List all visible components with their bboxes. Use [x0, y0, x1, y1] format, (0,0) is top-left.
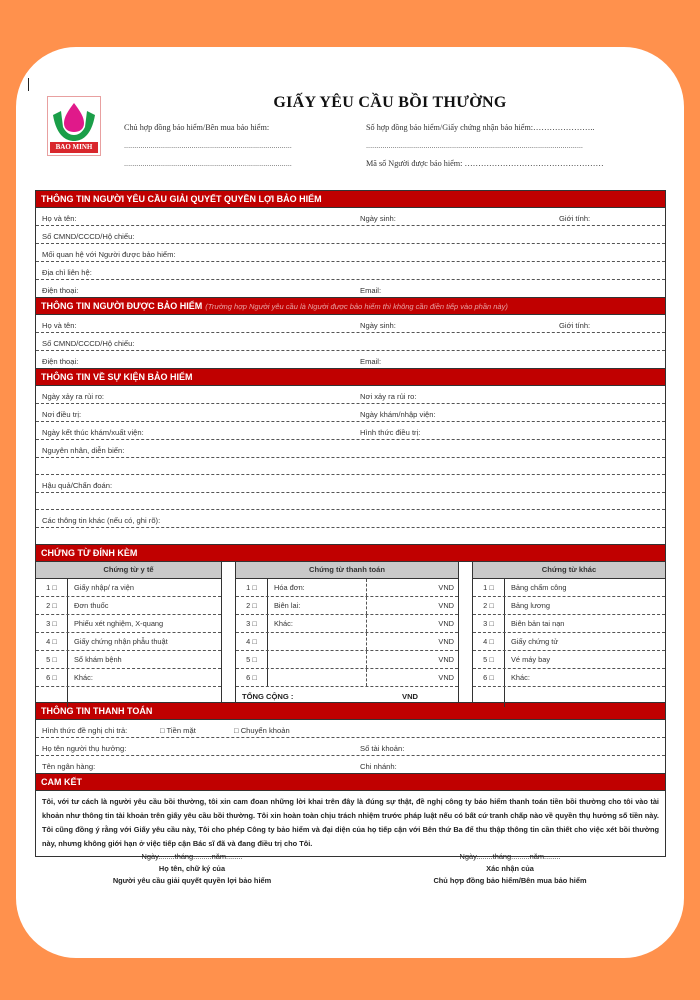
- checkbox-icon[interactable]: □: [52, 655, 57, 664]
- account-number-label: Số tài khoản:: [360, 744, 405, 753]
- beneficiary-label: Họ tên người thụ hưởng:: [42, 744, 127, 753]
- event-treatment-row[interactable]: [36, 404, 665, 422]
- policy-number-label[interactable]: Số hợp đồng bảo hiểm/Giấy chứng nhận bảo hiểm:…………………..: [366, 123, 595, 132]
- payment-doc-row[interactable]: 6 □ VND: [236, 669, 458, 687]
- other-doc-row[interactable]: 3 □ Biên bản tai nạn: [473, 615, 665, 633]
- other-doc-row[interactable]: 5 □ Vé máy bay: [473, 651, 665, 669]
- bank-name-label: Tên ngân hàng:: [42, 762, 96, 771]
- medical-doc-row[interactable]: 3 □ Phiếu xét nghiệm, X-quang: [36, 615, 221, 633]
- checkbox-icon[interactable]: □: [52, 637, 57, 646]
- section-claimant-title: THÔNG TIN NGƯỜI YÊU CẦU GIẢI QUYẾT QUYỀN LỢI BẢO HIỂM: [36, 191, 665, 208]
- checkbox-icon[interactable]: □: [489, 637, 494, 646]
- discharge-date-label: Ngày kết thúc khám/xuất viện:: [42, 428, 144, 437]
- claimant-address-label: Địa chỉ liên hệ:: [42, 268, 92, 277]
- checkbox-icon[interactable]: □: [489, 619, 494, 628]
- section-payment-title: THÔNG TIN THANH TOÁN: [36, 703, 665, 720]
- event-discharge-row[interactable]: [36, 422, 665, 440]
- total-currency: VND: [402, 692, 419, 701]
- insured-email-label: Email:: [360, 357, 382, 366]
- claimant-signature-block: [62, 851, 322, 887]
- policyholder-signature-block: [380, 851, 640, 887]
- checkbox-icon[interactable]: □: [252, 583, 257, 592]
- payment-doc-row[interactable]: 4 □ VND: [236, 633, 458, 651]
- checkbox-icon[interactable]: □: [52, 601, 57, 610]
- payment-amount-field[interactable]: VND: [366, 615, 458, 632]
- checkbox-icon[interactable]: □: [52, 673, 57, 682]
- checkbox-icon[interactable]: □: [489, 655, 494, 664]
- payment-doc-label: [268, 633, 366, 650]
- risk-date-label: Ngày xảy ra rủi ro:: [42, 392, 105, 401]
- admission-date-label: Ngày khám/nhập viện:: [360, 410, 436, 419]
- claimant-gender-label: Giới tính:: [559, 214, 591, 223]
- checkbox-icon[interactable]: □: [52, 619, 57, 628]
- medical-doc-label: Phiếu xét nghiệm, X-quang: [74, 619, 164, 628]
- checkbox-icon[interactable]: □: [252, 619, 257, 628]
- medical-doc-label: Đơn thuốc: [74, 601, 109, 610]
- branch-label: Chi nhánh:: [360, 762, 397, 771]
- policyholder-signature-line1: Xác nhận của: [486, 864, 534, 873]
- other-doc-row[interactable]: 1 □ Bảng chấm công: [473, 579, 665, 597]
- claim-form: [35, 190, 666, 857]
- payment-method-label: Hình thức đề nghị chi trả:: [42, 726, 128, 735]
- checkbox-icon[interactable]: □: [489, 601, 494, 610]
- claimant-email-label: Email:: [360, 286, 382, 295]
- payment-amount-field[interactable]: VND: [366, 633, 458, 650]
- medical-doc-label: Giấy chứng nhận phẫu thuật: [74, 637, 168, 646]
- treatment-type-label: Hình thức điều trị:: [360, 428, 421, 437]
- medical-doc-row[interactable]: 1 □ Giấy nhập/ ra viện: [36, 579, 221, 597]
- other-docs-header: Chứng từ khác: [473, 562, 665, 579]
- payment-doc-row[interactable]: 1 □ Hóa đơn: VND: [236, 579, 458, 597]
- column-divider: [458, 562, 473, 702]
- other-info-label: Các thông tin khác (nếu có, ghi rõ):: [42, 516, 161, 525]
- checkbox-icon[interactable]: □: [252, 601, 257, 610]
- payment-doc-label: Hóa đơn:: [274, 583, 305, 592]
- payment-doc-label: Biên lai:: [274, 601, 301, 610]
- bao-minh-logo: [47, 96, 101, 156]
- claimant-id-label: Số CMND/CCCD/Hộ chiếu:: [42, 232, 135, 241]
- checkbox-icon[interactable]: □: [252, 637, 257, 646]
- checkbox-icon[interactable]: □: [489, 583, 494, 592]
- insured-dob-label: Ngày sinh:: [360, 321, 396, 330]
- payment-doc-label: Khác:: [274, 619, 293, 628]
- policy-number-field[interactable]: ..........................................................................................................: [366, 141, 583, 150]
- claimant-signature-line2: Người yêu cầu giải quyết quyền lợi bảo hiểm: [112, 876, 272, 885]
- other-doc-label: Giấy chứng tử: [511, 637, 559, 646]
- medical-doc-row[interactable]: 4 □ Giấy chứng nhận phẫu thuật: [36, 633, 221, 651]
- payment-amount-field[interactable]: VND: [366, 597, 458, 614]
- other-docs-column: [473, 562, 665, 702]
- claimant-relation-row[interactable]: [36, 244, 665, 262]
- text-cursor: [28, 78, 29, 91]
- transfer-option-checkbox[interactable]: □ Chuyển khoản: [234, 726, 290, 735]
- claimant-name-label: Họ và tên:: [42, 214, 77, 223]
- claimant-relation-label: Mối quan hệ với Người được bảo hiểm:: [42, 250, 176, 259]
- checkbox-icon[interactable]: □: [52, 583, 57, 592]
- payment-doc-row[interactable]: 3 □ Khác: VND: [236, 615, 458, 633]
- payment-doc-row[interactable]: 2 □ Biên lai: VND: [236, 597, 458, 615]
- insured-name-label: Họ và tên:: [42, 321, 77, 330]
- commitment-text: Tôi, với tư cách là người yêu cầu bồi thường, tôi xin cam đoan những lời khai trên đây là đúng sự thật, đề nghị công ty bảo hiểm thanh toán tiền bồi thường cho tôi vào tài khoản như thông tin tài khoản trên giấy yêu cầu bồi thường. Tôi xin hoàn toàn chịu trách nhiệm trước pháp luật nếu có bất cứ tranh chấp nào về quyền thụ hưởng số tiền này. Tôi cũng đồng ý rằng với Giấy yêu cầu này, Tôi cho phép Công ty bảo hiểm và đại diện của họ tiếp cận với Bên thứ Ba để thu thập thông tin cần thiết cho việc xét bồi thường này, nhưng không giới hạn ở việc tiếp cận Bác sĩ đã và đang điều trị cho Tôi.: [42, 797, 659, 848]
- documents-table: [36, 562, 665, 703]
- checkbox-icon[interactable]: □: [489, 673, 494, 682]
- other-doc-row[interactable]: 4 □ Giấy chứng tử: [473, 633, 665, 651]
- medical-doc-label: Khác:: [74, 673, 93, 682]
- medical-doc-row[interactable]: 5 □ Sổ khám bệnh: [36, 651, 221, 669]
- policyholder-label: Chủ hợp đồng bảo hiểm/Bên mua bảo hiểm:: [124, 123, 270, 132]
- insured-id-label: Số CMND/CCCD/Hộ chiếu:: [42, 339, 135, 348]
- other-doc-label: Bảng chấm công: [511, 583, 567, 592]
- cause-label: Nguyên nhân, diễn biến:: [42, 446, 125, 455]
- section-documents-title: CHỨNG TỪ ĐÍNH KÈM: [36, 544, 665, 562]
- total-label: TỔNG CỘNG :: [242, 692, 294, 701]
- other-doc-label: Khác:: [511, 673, 530, 682]
- logo-brand-text: BAO MINH: [50, 142, 98, 153]
- claimant-address-row[interactable]: [36, 262, 665, 280]
- event-cause-blank-row[interactable]: [36, 458, 665, 475]
- claimant-signature-date[interactable]: Ngày........tháng.........năm........: [141, 852, 243, 861]
- medical-doc-row[interactable]: 2 □ Đơn thuốc: [36, 597, 221, 615]
- policyholder-signature-line2: Chủ hợp đồng bảo hiểm/Bên mua bảo hiểm: [433, 876, 587, 885]
- payment-amount-field[interactable]: VND: [366, 651, 458, 668]
- insured-id-row[interactable]: [36, 333, 665, 351]
- other-doc-row[interactable]: 2 □ Bảng lương: [473, 597, 665, 615]
- insured-phone-label: Điện thoại:: [42, 357, 79, 366]
- policyholder-field-2[interactable]: ..................................................................................: [124, 159, 292, 168]
- insured-phone-row[interactable]: [36, 351, 665, 368]
- beneficiary-row[interactable]: [36, 738, 665, 756]
- claimant-phone-label: Điện thoại:: [42, 286, 79, 295]
- medical-doc-row[interactable]: 6 □ Khác:: [36, 669, 221, 687]
- payment-amount-field[interactable]: VND: [366, 579, 458, 596]
- medical-doc-label: Sổ khám bệnh: [74, 655, 122, 664]
- section-insured-title: [36, 297, 665, 315]
- treatment-place-label: Nơi điều trị:: [42, 410, 82, 419]
- insured-note: (Trường hợp Người yêu cầu là Người được bảo hiểm thì không cần điền tiếp vào phần này): [205, 302, 508, 311]
- payment-doc-label: [268, 651, 366, 668]
- cash-option-checkbox[interactable]: □ Tiền mặt: [160, 726, 196, 735]
- other-doc-row[interactable]: 6 □ Khác:: [473, 669, 665, 687]
- medical-docs-column: [36, 562, 221, 702]
- insured-code-label[interactable]: Mã số Người được bảo hiểm: ……………………………………………: [366, 159, 604, 168]
- payment-total-row[interactable]: [236, 687, 458, 707]
- other-doc-label: Biên bản tai nạn: [511, 619, 565, 628]
- event-other-row[interactable]: [36, 510, 665, 528]
- event-risk-row[interactable]: [36, 386, 665, 404]
- event-cause-row[interactable]: [36, 440, 665, 458]
- payment-doc-row[interactable]: 5 □ VND: [236, 651, 458, 669]
- lotus-hands-icon: [48, 97, 100, 143]
- medical-docs-footer: [36, 687, 221, 707]
- claimant-id-row[interactable]: [36, 226, 665, 244]
- payment-docs-column: [236, 562, 458, 702]
- insured-title-text: THÔNG TIN NGƯỜI ĐƯỢC BẢO HIỂM: [41, 301, 203, 311]
- other-doc-label: Bảng lương: [511, 601, 550, 610]
- claimant-phone-row[interactable]: [36, 280, 665, 297]
- diagnosis-label: Hậu quả/Chẩn đoán:: [42, 481, 113, 490]
- event-diagnosis-row[interactable]: [36, 475, 665, 493]
- claimant-signature-line1: Họ tên, chữ ký của: [158, 864, 226, 873]
- other-docs-footer: [473, 687, 665, 707]
- bank-row[interactable]: [36, 756, 665, 773]
- insured-gender-label: Giới tính:: [559, 321, 591, 330]
- claimant-name-row[interactable]: [36, 208, 665, 226]
- payment-docs-header: Chứng từ thanh toán: [236, 562, 458, 579]
- checkbox-icon[interactable]: □: [252, 655, 257, 664]
- checkbox-icon[interactable]: □: [252, 673, 257, 682]
- insured-name-row[interactable]: [36, 315, 665, 333]
- payment-amount-field[interactable]: VND: [366, 669, 458, 686]
- section-commitment-title: CAM KẾT: [36, 773, 665, 791]
- medical-docs-header: Chứng từ y tế: [36, 562, 221, 579]
- risk-place-label: Nơi xảy ra rủi ro:: [360, 392, 417, 401]
- column-divider: [221, 562, 236, 702]
- document-title: GIẤY YÊU CẦU BỒI THƯỜNG: [273, 94, 507, 111]
- event-diagnosis-blank-row[interactable]: [36, 493, 665, 510]
- other-doc-label: Vé máy bay: [511, 655, 551, 664]
- payment-method-row: [36, 720, 665, 738]
- section-event-title: THÔNG TIN VỀ SỰ KIỆN BẢO HIỂM: [36, 368, 665, 386]
- payment-doc-label: [268, 669, 366, 686]
- medical-doc-label: Giấy nhập/ ra viện: [74, 583, 134, 592]
- policyholder-signature-date[interactable]: Ngày........tháng.........năm........: [459, 852, 561, 861]
- claimant-dob-label: Ngày sinh:: [360, 214, 396, 223]
- event-other-blank-row[interactable]: [36, 528, 665, 544]
- policyholder-field-1[interactable]: ..................................................................................: [124, 141, 292, 150]
